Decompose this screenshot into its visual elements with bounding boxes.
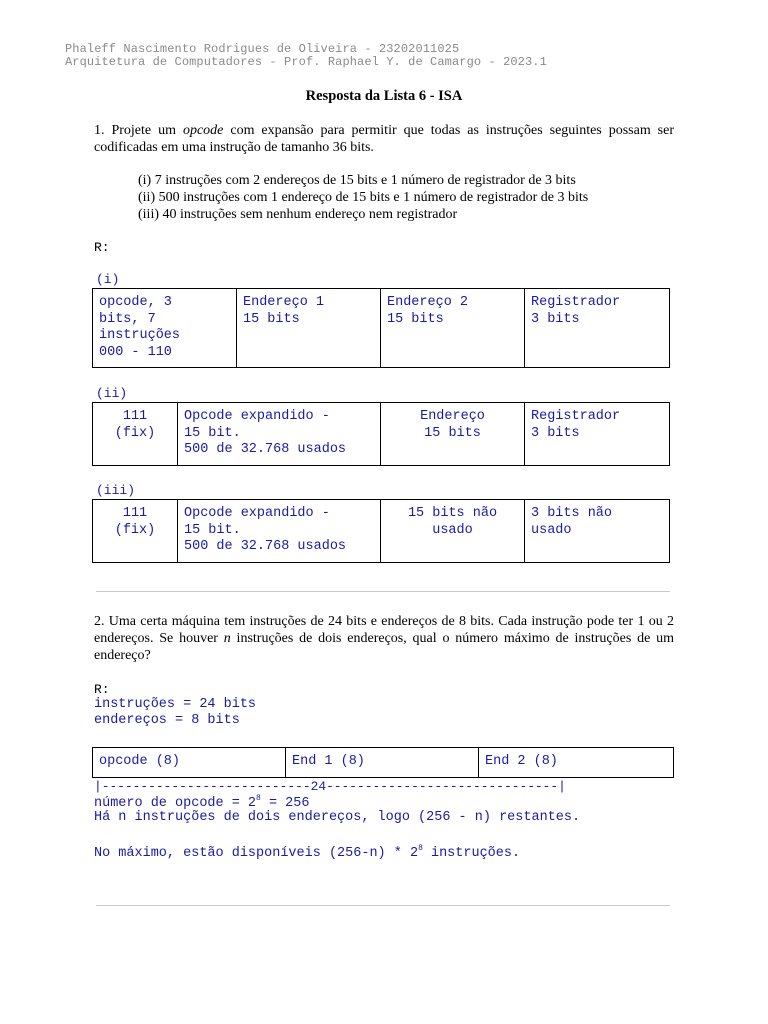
fixed-opcode-cell: 111 (fix) (93, 500, 178, 563)
question-2: 2. Uma certa máquina tem instruções de 24 bits e endereços de 8 bits. Cada instrução pode ter 1 ou 2 endereços. Se houver n instruções de dois endereços, qual o número máximo de instruções de um endereço? (94, 614, 674, 663)
part-i-table (92, 288, 670, 368)
address-2-cell: Endereço 2 15 bits (381, 289, 525, 368)
address-size-line: endereços = 8 bits (94, 713, 240, 728)
q1-answer-label: R: (94, 240, 110, 255)
maximum-line: No máximo, estão disponíveis $(256-n) * 2^8$ instruções. (94, 844, 521, 861)
fixed-opcode-cell: 111 (fix) (93, 403, 178, 466)
course-line: Arquitetura de Computadores - Prof. Raphael Y. de Camargo - 2023.1 (65, 55, 547, 69)
expanded-opcode-cell: Opcode expandido - 15 bit. 500 de 32.768 usados (178, 500, 381, 563)
register-cell: Registrador 3 bits (525, 403, 670, 466)
q2-answer-label: R: (94, 682, 110, 697)
instruction-format-table (92, 747, 674, 778)
page-title: Resposta da Lista 6 - ISA (305, 88, 463, 104)
expanded-opcode-cell: Opcode expandido - 15 bit. 500 de 32.768 usados (178, 403, 381, 466)
q1-item-i: (i) 7 instruções com 2 endereços de 15 bits e 1 número de registrador de 3 bits (138, 173, 576, 188)
part-iii-label: (iii) (96, 483, 136, 498)
opcode-field-cell: opcode (8) (93, 748, 286, 778)
end-1-field-cell: End 1 (8) (286, 748, 479, 778)
unused-address-cell: 15 bits não usado (381, 500, 525, 563)
address-1-cell: Endereço 1 15 bits (237, 289, 381, 368)
opcode-count-line: número de opcode = $2^8 = 256$ (94, 794, 310, 811)
opcode-cell: opcode, 3 bits, 7 instruções 000 - 110 (93, 289, 237, 368)
question-1: 1. Projete um opcode com expansão para permitir que todas as instruções seguintes possam ser codificadas em uma instrução de tamanho 36 bits. (94, 123, 674, 155)
remaining-line: Há n instruções de dois endereços, logo (256 - n) restantes. (94, 810, 581, 825)
instruction-size-line: instruções = 24 bits (94, 697, 257, 712)
part-i-label: (i) (96, 272, 120, 287)
part-ii-label: (ii) (96, 386, 128, 401)
end-2-field-cell: End 2 (8) (479, 748, 674, 778)
bit-ruler: |---------------------------24------------------------------| (94, 779, 566, 794)
section-divider-2 (96, 905, 670, 906)
unused-register-cell: 3 bits não usado (525, 500, 670, 563)
address-cell: Endereço 15 bits (381, 403, 525, 466)
register-cell: Registrador 3 bits (525, 289, 670, 368)
q1-item-ii: (ii) 500 instruções com 1 endereço de 15 bits e 1 número de registrador de 3 bits (138, 190, 589, 205)
section-divider (96, 591, 670, 592)
part-iii-table (92, 499, 670, 563)
q1-item-iii: (iii) 40 instruções sem nenhum endereço nem registrador (138, 207, 458, 222)
author-line: Phaleff Nascimento Rodrigues de Oliveira - 23202011025 (65, 42, 460, 56)
part-ii-table (92, 402, 670, 466)
